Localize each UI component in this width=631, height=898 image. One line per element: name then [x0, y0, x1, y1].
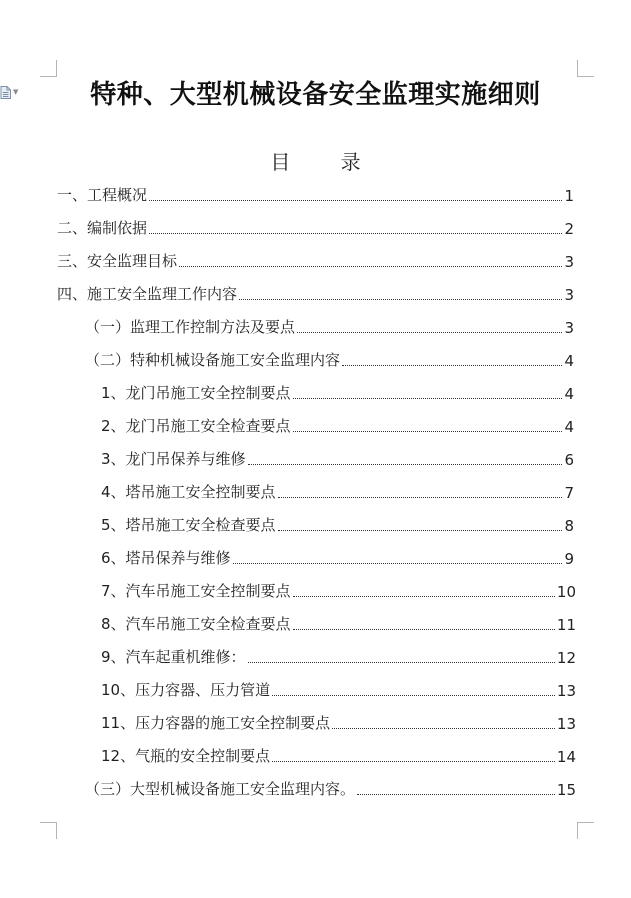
toc-entry[interactable] [101, 414, 574, 436]
toc-entry-page: 8 [564, 517, 574, 535]
toc-entry-label: （二）特种机械设备施工安全监理内容 [85, 351, 341, 369]
toc-entry-label: 7、汽车吊施工安全控制要点 [101, 582, 291, 600]
toc-entry-label: 5、塔吊施工安全检查要点 [101, 516, 276, 534]
toc-entry-label: 9、汽车起重机维修： [101, 648, 246, 666]
toc-entry[interactable] [101, 513, 574, 535]
toc-leader [149, 232, 562, 234]
toc-leader [278, 529, 563, 531]
toc-entry-page: 4 [564, 385, 574, 403]
toc-entry[interactable] [101, 447, 574, 469]
toc-leader [248, 661, 555, 663]
toc-leader [293, 397, 563, 399]
toc-entry-label: 11、压力容器的施工安全控制要点 [101, 714, 331, 732]
toc-leader [239, 298, 562, 300]
toc-entry[interactable] [57, 249, 574, 271]
toc-leader [179, 265, 562, 267]
toc-entry-page: 3 [564, 286, 574, 304]
toc-leader [297, 331, 562, 333]
toc-entry-page: 11 [556, 616, 576, 634]
toc-entry-page: 9 [564, 550, 574, 568]
toc-entry[interactable] [101, 381, 574, 403]
toc-entry-label: 三、安全监理目标 [57, 252, 178, 270]
toc-leader [149, 199, 562, 201]
toc-entry[interactable] [101, 744, 576, 766]
toc-entry-label: 二、编制依据 [57, 219, 148, 237]
toc-entry[interactable] [85, 348, 574, 370]
toc-entry-page: 10 [556, 583, 576, 601]
toc-entry-page: 13 [556, 682, 576, 700]
toc-entry-label: 1、龙门吊施工安全控制要点 [101, 384, 291, 402]
toc-leader [272, 694, 555, 696]
toc-entry[interactable] [101, 678, 576, 700]
toc-entry-label: 2、龙门吊施工安全检查要点 [101, 417, 291, 435]
toc-entry-label: 8、汽车吊施工安全检查要点 [101, 615, 291, 633]
toc-entry-page: 4 [564, 352, 574, 370]
toc-leader [293, 430, 563, 432]
toc-entry[interactable] [57, 216, 574, 238]
toc-leader [248, 463, 563, 465]
toc-entry-page: 3 [564, 319, 574, 337]
toc-entry-label: 一、工程概况 [57, 186, 148, 204]
toc-leader [233, 562, 563, 564]
toc-entry-page: 1 [564, 187, 574, 205]
toc-entry[interactable] [101, 645, 576, 667]
toc-entry[interactable] [57, 183, 574, 205]
toc-entry-page: 12 [556, 649, 576, 667]
toc-entry[interactable] [101, 579, 576, 601]
toc-entry[interactable] [101, 612, 576, 634]
toc-entry[interactable] [57, 282, 574, 304]
toc-entry-label: （三）大型机械设备施工安全监理内容。 [85, 780, 356, 798]
toc-entry-label: 4、塔吊施工安全控制要点 [101, 483, 276, 501]
toc-leader [332, 727, 555, 729]
toc-entry-page: 15 [556, 781, 576, 799]
crop-mark-bottom-left [40, 822, 57, 839]
document-title: 特种、大型机械设备安全监理实施细则 [90, 80, 541, 110]
toc-entry-page: 13 [556, 715, 576, 733]
toc-entry-label: （一）监理工作控制方法及要点 [85, 318, 296, 336]
toc-entry-page: 2 [564, 220, 574, 238]
toc-entry[interactable] [85, 777, 576, 799]
toc-leader [357, 793, 555, 795]
toc-entry-page: 3 [564, 253, 574, 271]
toc-entry-page: 7 [564, 484, 574, 502]
toc-leader [278, 496, 563, 498]
toc-entry[interactable] [101, 711, 576, 733]
toc-entry-label: 3、龙门吊保养与维修 [101, 450, 246, 468]
toc-entry-label: 四、施工安全监理工作内容 [57, 285, 238, 303]
toc-leader [342, 364, 562, 366]
toc-entry-label: 12、气瓶的安全控制要点 [101, 747, 271, 765]
toc-entry-page: 14 [556, 748, 576, 766]
toc-entry[interactable] [101, 480, 574, 502]
toc-entry[interactable] [101, 546, 574, 568]
toc-heading: 目 录 [270, 150, 361, 174]
toc-entry-label: 10、压力容器、压力管道 [101, 681, 271, 699]
toc-leader [293, 628, 555, 630]
crop-mark-bottom-right [577, 822, 594, 839]
toc-entry-page: 6 [564, 451, 574, 469]
toc-leader [272, 760, 555, 762]
toc-entry-label: 6、塔吊保养与维修 [101, 549, 231, 567]
toc-leader [293, 595, 555, 597]
toc-entry[interactable] [85, 315, 574, 337]
toc-entry-page: 4 [564, 418, 574, 436]
dropdown-arrow-icon: ▼ [13, 88, 19, 96]
